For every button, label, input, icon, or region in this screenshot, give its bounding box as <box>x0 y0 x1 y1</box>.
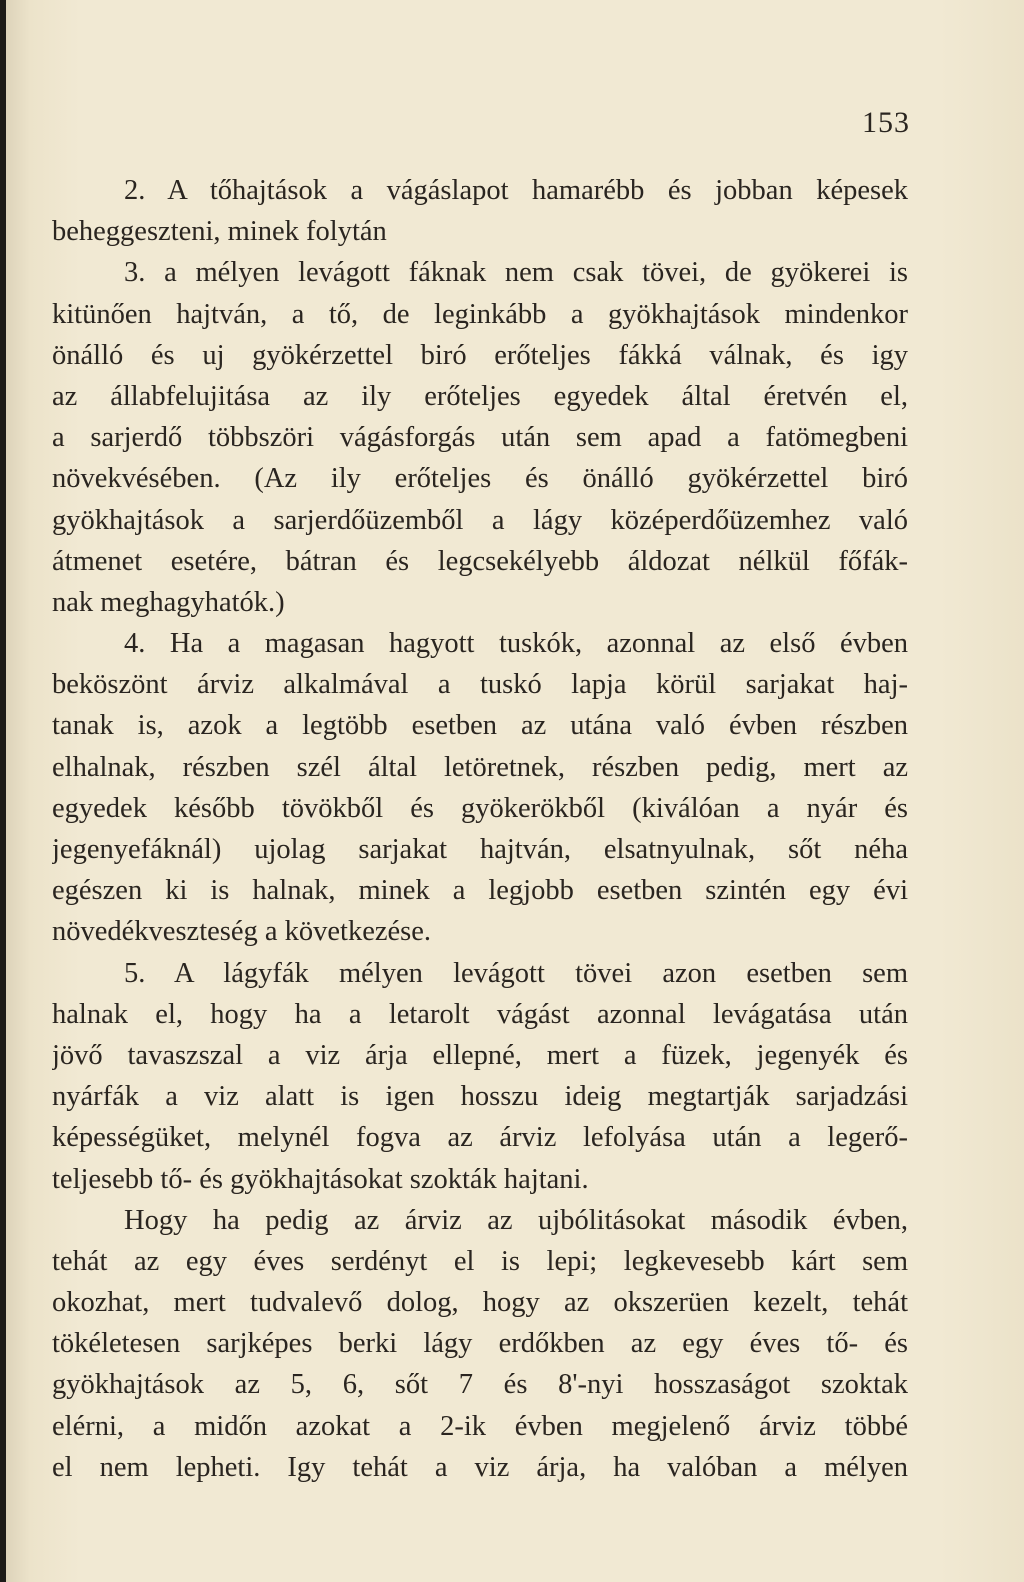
text-line: Hogy ha pedig az árviz az ujbólitásokat második évben, <box>124 1204 908 1236</box>
text-line: a sarjerdő többszöri vágásforgás után sem apad a fatömegbeni <box>52 422 908 454</box>
text-line: beköszönt árviz alkalmával a tuskó lapja körül sarjakat haj- <box>52 669 908 701</box>
text-line: halnak el, hogy ha a letarolt vágást azonnal levágatása után <box>52 998 908 1030</box>
text-line: el nem lepheti. Igy tehát a viz árja, ha valóban a mélyen <box>52 1451 908 1483</box>
text-line: jegenyefáknál) ujolag sarjakat hajtván, elsatnyulnak, sőt néha <box>52 834 908 865</box>
body-text <box>52 170 908 1488</box>
text-line: okozhat, mert tudvalevő dolog, hogy az okszerüen kezelt, tehát <box>52 1287 908 1319</box>
text-line: elérni, a midőn azokat a 2-ik évben megjelenő árviz többé <box>52 1410 908 1442</box>
text-line: nyárfák a viz alatt is igen hosszu ideig megtartják sarjadzási <box>52 1081 908 1113</box>
text-line: tehát az egy éves serdényt el is lepi; legkevesebb kárt sem <box>52 1245 908 1277</box>
text-line: 4. Ha a magasan hagyott tuskók, azonnal az első évben <box>124 628 908 660</box>
text-line: képességüket, melynél fogva az árviz lefolyása után a legerő- <box>52 1122 908 1154</box>
text-line: növekvésében. (Az ily erőteljes és önálló gyökérzettel biró <box>52 463 908 495</box>
text-line: egészen ki is halnak, minek a legjobb esetben szintén egy évi <box>52 875 908 907</box>
text-line: önálló és uj gyökérzettel biró erőteljes fákká válnak, és igy <box>52 339 908 371</box>
text-line: növedékveszteség a következése. <box>52 916 432 948</box>
text-line: egyedek később tövökből és gyökerökből (kiválóan a nyár és <box>52 792 908 824</box>
text-line: jövő tavaszszal a viz árja ellepné, mert a füzek, jegenyék és <box>52 1039 908 1071</box>
text-line: tökéletesen sarjképes berki lágy erdőkben az egy éves tő- és <box>52 1328 908 1360</box>
text-line: kitünően hajtván, a tő, de leginkább a gyökhajtások mindenkor <box>52 298 908 330</box>
text-line: gyökhajtások az 5, 6, sőt 7 és 8'-nyi hosszaságot szoktak <box>52 1369 908 1401</box>
text-line: az állabfelujitása az ily erőteljes egyedek által éretvén el, <box>52 380 908 412</box>
text-line: teljesebb tő- és gyökhajtásokat szokták hajtani. <box>52 1163 589 1195</box>
text-line: 2. A tőhajtások a vágáslapot hamarébb és jobban képesek <box>124 175 908 206</box>
text-line: 5. A lágyfák mélyen levágott tövei azon esetben sem <box>124 957 908 989</box>
text-line: gyökhajtások a sarjerdőüzemből a lágy középerdőüzemhez való <box>52 504 908 536</box>
text-line: átmenet esetére, bátran és legcsekélyebb áldozat nélkül főfák- <box>52 545 908 577</box>
page-binding-edge <box>0 0 6 1582</box>
text-line: 3. a mélyen levágott fáknak nem csak tövei, de gyökerei is <box>124 257 908 289</box>
text-line: elhalnak, részben szél által letöretnek, részben pedig, mert az <box>52 751 908 783</box>
text-line: nak meghagyhatók.) <box>52 586 285 618</box>
text-line: beheggeszteni, minek folytán <box>52 216 387 248</box>
text-line: tanak is, azok a legtöbb esetben az utána való évben részben <box>52 710 908 742</box>
page-number: 153 <box>862 106 910 139</box>
